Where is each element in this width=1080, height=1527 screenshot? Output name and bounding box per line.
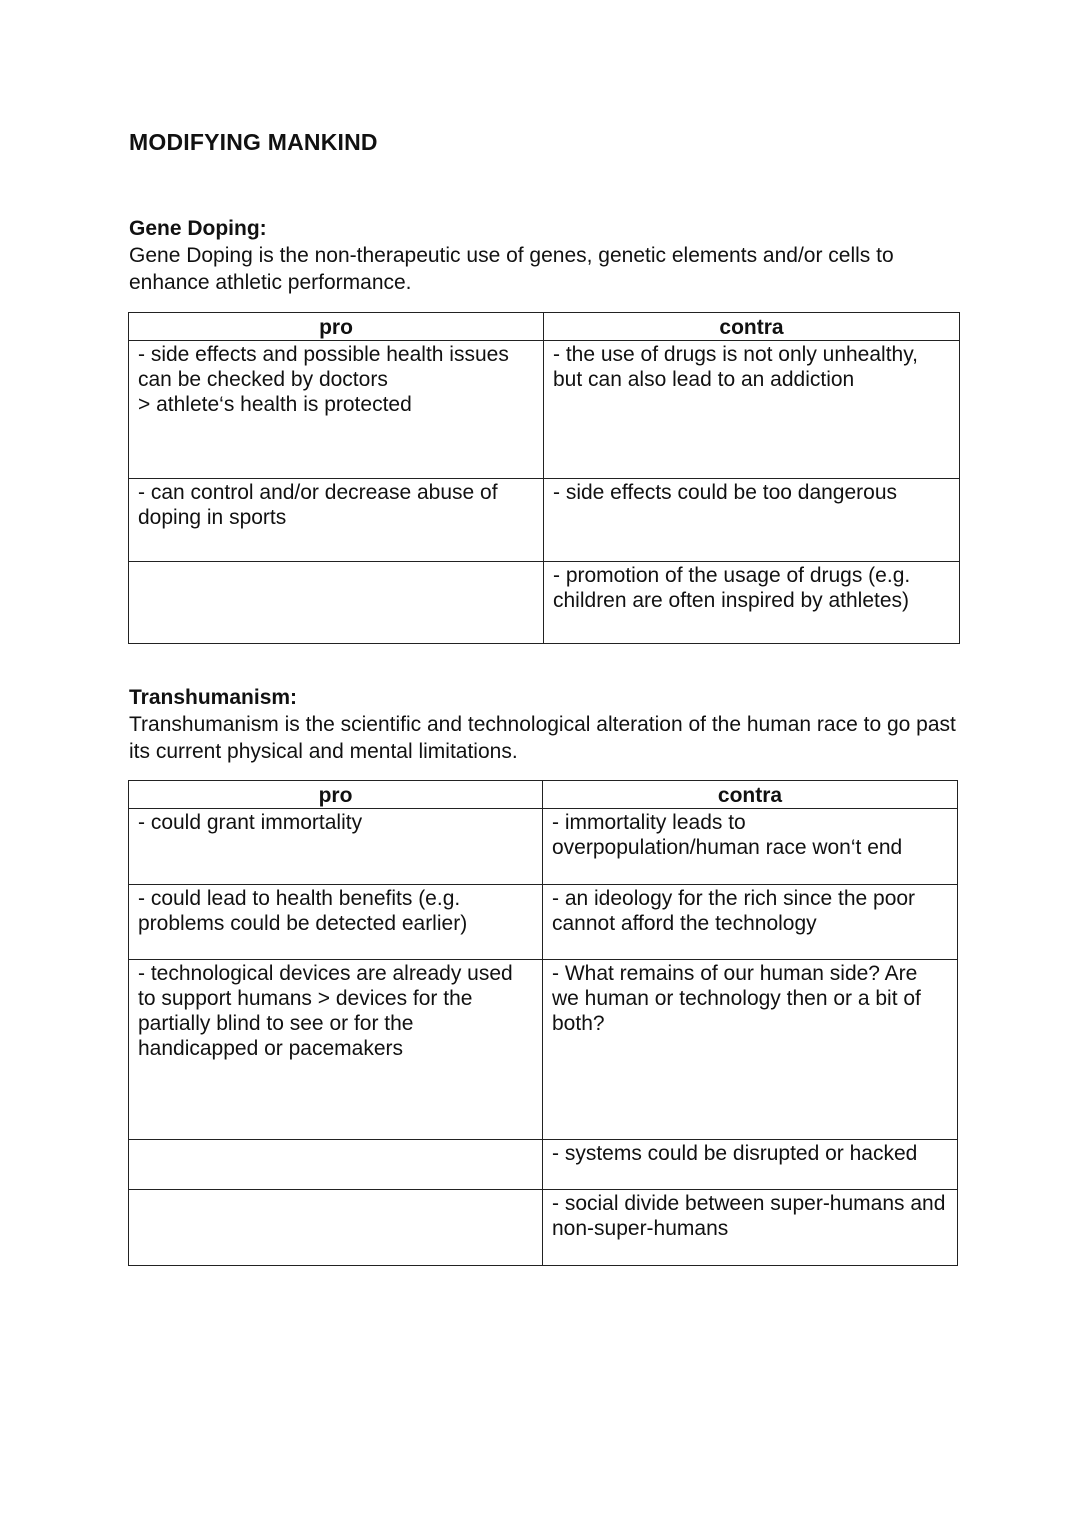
gene-doping-section [129, 215, 959, 296]
table-row [129, 885, 958, 960]
table-header-row [129, 313, 960, 341]
contra-cell: - side effects could be too dangerous [544, 479, 960, 562]
table-header-row [129, 781, 958, 809]
contra-column-header: contra [544, 313, 960, 341]
contra-cell: - social divide between super-humans and non-super-humans [543, 1190, 958, 1266]
pro-column-header: pro [129, 781, 543, 809]
pro-cell [129, 562, 544, 644]
pro-cell: - could grant immortality [129, 809, 543, 885]
transhumanism-heading: Transhumanism: [129, 686, 298, 709]
pro-cell: - can control and/or decrease abuse of doping in sports [129, 479, 544, 562]
pro-cell [129, 1140, 543, 1190]
table-row [129, 479, 960, 562]
table-row [129, 1190, 958, 1266]
pro-cell: - could lead to health benefits (e.g. problems could be detected earlier) [129, 885, 543, 960]
contra-cell: - immortality leads to overpopulation/human race won‘t end [543, 809, 958, 885]
table-row [129, 562, 960, 644]
gene-doping-heading: Gene Doping: [129, 217, 267, 240]
page-title: MODIFYING MANKIND [129, 129, 378, 155]
pro-column-header: pro [129, 313, 544, 341]
table-row [129, 960, 958, 1140]
contra-cell: - systems could be disrupted or hacked [543, 1140, 958, 1190]
contra-column-header: contra [543, 781, 958, 809]
transhumanism-definition: Transhumanism is the scientific and technological alteration of the human race to go past its current physical and mental limitations. [129, 713, 956, 763]
table-row [129, 341, 960, 479]
table-row [129, 809, 958, 885]
pro-cell: - technological devices are already used to support humans > devices for the partially blind to see or for the handicapped or pacemakers [129, 960, 543, 1140]
gene-doping-definition: Gene Doping is the non-therapeutic use of genes, genetic elements and/or cells to enhance athletic performance. [129, 244, 894, 294]
transhumanism-table [128, 780, 958, 1266]
table-row [129, 1140, 958, 1190]
pro-cell: - side effects and possible health issues can be checked by doctors > athlete‘s health is protected [129, 341, 544, 479]
transhumanism-section [129, 684, 959, 765]
contra-cell: - What remains of our human side? Are we human or technology then or a bit of both? [543, 960, 958, 1140]
pro-cell [129, 1190, 543, 1266]
gene-doping-table [128, 312, 960, 644]
contra-cell: - the use of drugs is not only unhealthy, but can also lead to an addiction [544, 341, 960, 479]
contra-cell: - promotion of the usage of drugs (e.g. children are often inspired by athletes) [544, 562, 960, 644]
contra-cell: - an ideology for the rich since the poor cannot afford the technology [543, 885, 958, 960]
